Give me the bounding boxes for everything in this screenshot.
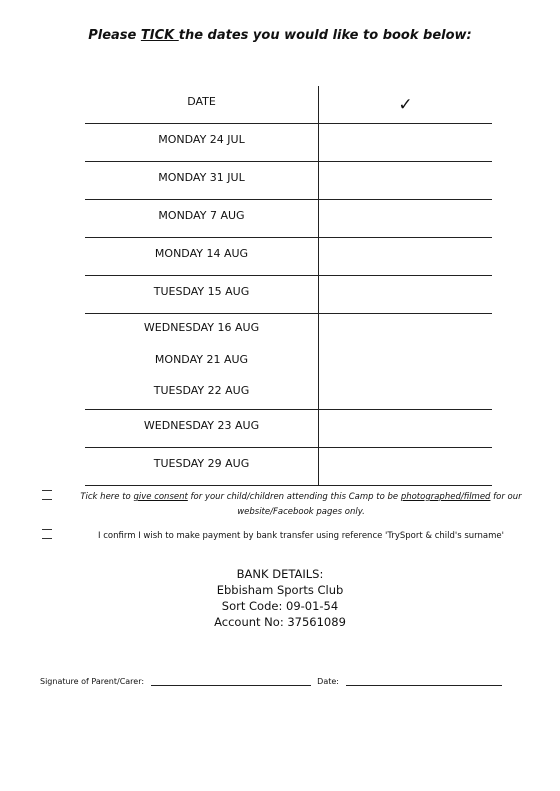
tick-box[interactable] [319, 276, 493, 314]
date-cell: MONDAY 24 JUL [85, 124, 319, 162]
table-row [85, 238, 492, 276]
table-row-group [85, 314, 492, 410]
signature-field[interactable] [151, 676, 311, 686]
tick-box[interactable] [319, 409, 493, 447]
date-cell: WEDNESDAY 23 AUG [85, 409, 319, 447]
bank-details [0, 566, 560, 630]
date-line: WEDNESDAY 16 AUG [143, 321, 260, 334]
table-row [85, 276, 492, 314]
bank-sort-code: Sort Code: 09-01-54 [221, 599, 339, 613]
table-row [85, 124, 492, 162]
dates-table [85, 86, 492, 486]
heading-post: the dates you would like to book below: [178, 28, 472, 43]
consent-underlined: give consent [133, 492, 188, 502]
consent-checkbox[interactable] [42, 490, 52, 500]
checkmark-icon: ✓ [398, 94, 413, 115]
heading-pre: Please [88, 28, 141, 43]
tick-box[interactable] [319, 238, 493, 276]
consent-row [38, 490, 538, 522]
bank-name: Ebbisham Sports Club [216, 583, 344, 597]
bank-account: Account No: 37561089 [214, 615, 346, 629]
bank-title: BANK DETAILS: [236, 567, 324, 581]
table-row [85, 447, 492, 485]
date-line: MONDAY 21 AUG [154, 352, 249, 366]
date-cell: TUESDAY 29 AUG [85, 447, 319, 485]
tick-box[interactable] [319, 124, 493, 162]
payment-text: I confirm I wish to make payment by bank transfer using reference 'TrySport & child's surname' [98, 531, 504, 541]
consent-part2: for your child/children attending this Camp to be [187, 492, 401, 502]
photographed-underlined: photographed/filmed [400, 492, 491, 502]
consent-part3: for our website/Facebook pages only. [237, 492, 522, 517]
signature-line [40, 676, 502, 686]
table-header-row [85, 86, 492, 124]
date-cell: MONDAY 31 JUL [85, 162, 319, 200]
payment-checkbox[interactable] [42, 529, 52, 539]
date-label: Date: [317, 677, 339, 686]
page-heading [0, 28, 560, 43]
date-cell: MONDAY 7 AUG [85, 200, 319, 238]
signature-label: Signature of Parent/Carer: [40, 677, 145, 686]
date-line: TUESDAY 22 AUG [153, 384, 250, 397]
date-cell: MONDAY 14 AUG [85, 238, 319, 276]
tick-box[interactable] [319, 447, 493, 485]
heading-tick: TICK [140, 28, 179, 43]
date-cell-group [85, 314, 319, 410]
table-row [85, 409, 492, 447]
consent-part1: Tick here to [80, 492, 134, 502]
payment-row [38, 529, 538, 545]
tick-box[interactable] [319, 162, 493, 200]
date-header: DATE [85, 86, 319, 124]
table-row [85, 200, 492, 238]
tick-box[interactable] [319, 314, 493, 410]
tick-header [319, 86, 493, 124]
tick-box[interactable] [319, 200, 493, 238]
date-field[interactable] [346, 676, 502, 686]
consent-text [72, 490, 530, 520]
table-row [85, 162, 492, 200]
date-cell: TUESDAY 15 AUG [85, 276, 319, 314]
